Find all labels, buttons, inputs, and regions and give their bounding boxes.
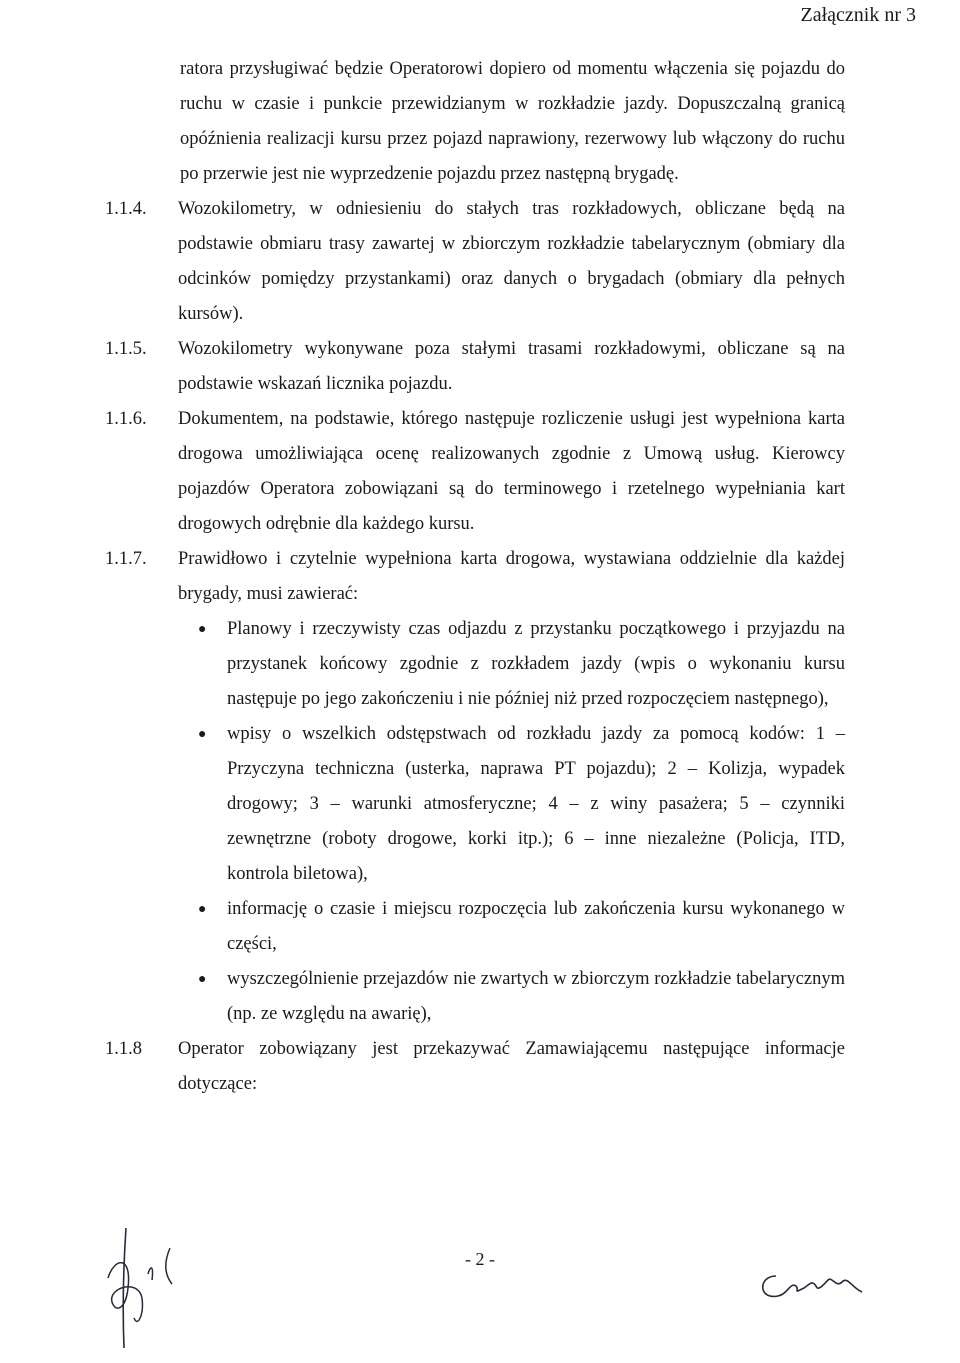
bullet-list <box>180 612 845 1032</box>
bullet-item <box>180 892 845 962</box>
list-item <box>105 402 845 542</box>
item-text: Dokumentem, na podstawie, którego następuje rozliczenie usługi jest wypełniona karta drogowa umożliwiająca ocenę realizowanych zgodnie z Umową usług. Kierowcy pojazdów Operatora zobowiązani są do terminowego i rzetelnego wypełniania kart drogowych odrębnie dla każdego kursu. <box>178 409 845 534</box>
list-item <box>105 332 845 402</box>
item-number: 1.1.6. <box>105 409 147 429</box>
bullet-text: informację o czasie i miejscu rozpoczęcia lub zakończenia kursu wykonanego w części, <box>227 899 845 954</box>
item-text: Prawidłowo i czytelnie wypełniona karta drogowa, wystawiana oddzielnie dla każdej brygady, musi zawierać: <box>178 549 845 604</box>
list-item <box>105 542 845 612</box>
item-number: 1.1.8 <box>105 1039 142 1059</box>
continuation-paragraph: ratora przysługiwać będzie Operatorowi dopiero od momentu włączenia się pojazdu do ruchu w czasie i punkcie przewidzianym w rozkładzie jazdy. Dopuszczalną granicą opóźnienia realizacji kursu przez pojazd naprawiony, rezerwowy lub włączony do ruchu po przerwie jest nie wyprzedzenie pojazdu przez następną brygadę. <box>180 59 845 184</box>
item-number: 1.1.7. <box>105 549 147 569</box>
document-body <box>105 52 845 1102</box>
bullet-item <box>180 717 845 892</box>
bullet-icon: ● <box>198 622 207 637</box>
bullet-icon: ● <box>198 902 207 917</box>
signature-left <box>98 1218 188 1363</box>
item-text: Wozokilometry, w odniesieniu do stałych tras rozkładowych, obliczane będą na podstawie obmiaru trasy zawartej w zbiorczym rozkładzie tabelarycznym (obmiary dla odcinków pomiędzy przystankami) oraz danych o brygadach (obmiary dla pełnych kursów). <box>178 199 845 324</box>
attachment-label: Załącznik nr 3 <box>800 4 916 26</box>
bullet-item <box>180 962 845 1032</box>
bullet-text: wpisy o wszelkich odstępstwach od rozkładu jazdy za pomocą kodów: 1 – Przyczyna techniczna (usterka, naprawa PT pojazdu); 2 – Kolizja, wypadek drogowy; 3 – warunki atmosferyczne; 4 – z winy pasażera; 5 – czynniki zewnętrzne (roboty drogowe, korki itp.); 6 – inne niezależne (Policja, ITD, kontrola biletowa), <box>227 724 845 884</box>
item-text: Wozokilometry wykonywane poza stałymi trasami rozkładowymi, obliczane są na podstawie wskazań licznika pojazdu. <box>178 339 845 394</box>
signature-right <box>752 1262 872 1312</box>
item-number: 1.1.5. <box>105 339 147 359</box>
item-text: Operator zobowiązany jest przekazywać Zamawiającemu następujące informacje dotyczące: <box>178 1039 845 1094</box>
bullet-text: wyszczególnienie przejazdów nie zwartych w zbiorczym rozkładzie tabelarycznym (np. ze względu na awarię), <box>227 969 845 1024</box>
page-number: - 2 - <box>465 1249 495 1269</box>
bullet-text: Planowy i rzeczywisty czas odjazdu z przystanku początkowego i przyjazdu na przystanek końcowy zgodnie z rozkładem jazdy (wpis o wykonaniu kursu następuje po jego zakończeniu i nie później niż przed rozpoczęciem następnego), <box>227 619 845 709</box>
list-item <box>105 1032 845 1102</box>
bullet-item <box>180 612 845 717</box>
bullet-icon: ● <box>198 972 207 987</box>
bullet-icon: ● <box>198 727 207 742</box>
item-number: 1.1.4. <box>105 199 147 219</box>
list-item <box>105 192 845 332</box>
